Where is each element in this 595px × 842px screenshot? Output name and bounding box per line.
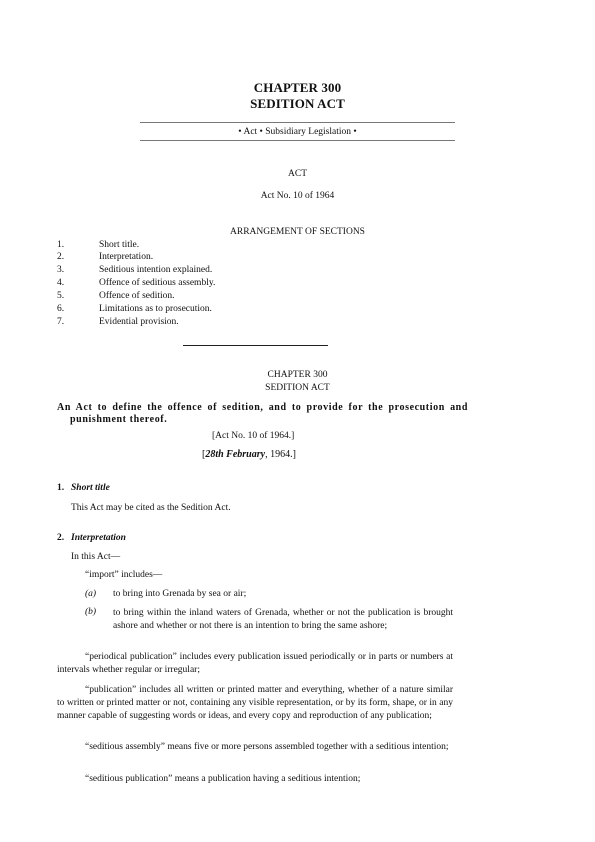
section-link[interactable]: Offence of sedition.: [99, 291, 175, 301]
import-a-text: to bring into Grenada by sea or air;: [113, 589, 247, 599]
body-act-title: SEDITION ACT: [265, 383, 330, 393]
section-1-text: This Act may be cited as the Sedition Act.: [71, 503, 231, 513]
act-title: SEDITION ACT: [250, 96, 345, 111]
import-b-label: (b): [85, 607, 97, 617]
section-number: 2.: [57, 252, 65, 262]
section-number: 5.: [57, 291, 65, 301]
divider: [183, 345, 328, 346]
section-link[interactable]: Evidential provision.: [99, 317, 179, 327]
definition-periodical: “periodical publication” includes every publication issued periodically or in parts or numbers at intervals whether regular or irregular;: [57, 652, 453, 675]
section-link[interactable]: Short title.: [99, 240, 140, 250]
definition-seditious-assembly: “seditious assembly” means five or more persons assembled together with a seditious intention;: [85, 742, 449, 752]
body-chapter-title: CHAPTER 300: [267, 370, 328, 380]
act-reference: [Act No. 10 of 1964.]: [212, 431, 295, 441]
definition-publication: “publication” includes all written or printed matter and everything, whether of a nature similar to written or printed matter or not, containing any visible representation, or by its form, shape, or in any manner capable of suggesting words or ideas, and every copy and reproduction of any publication;: [57, 685, 453, 721]
act-number: Act No. 10 of 1964: [260, 191, 335, 201]
definition-import: “import” includes—: [85, 570, 163, 580]
commencement-date: [28th February, 1964.]: [202, 449, 296, 460]
nav-links[interactable]: • Act • Subsidiary Legislation •: [238, 127, 357, 137]
section-number: 6.: [57, 304, 65, 314]
section-link[interactable]: Offence of seditious assembly.: [99, 278, 216, 288]
chapter-title: CHAPTER 300: [253, 80, 342, 95]
section-number: 3.: [57, 265, 65, 275]
section-2-intro: In this Act—: [71, 552, 121, 562]
section-link[interactable]: Seditious intention explained.: [99, 265, 213, 275]
section-link[interactable]: Interpretation.: [99, 252, 154, 262]
section-link[interactable]: Limitations as to prosecution.: [99, 304, 212, 314]
section-1-heading: Short title: [71, 483, 110, 493]
section-2-heading: Interpretation: [71, 533, 126, 543]
section-number: 7.: [57, 317, 65, 327]
section-number: 1.: [57, 240, 65, 250]
act-heading: ACT: [288, 169, 307, 179]
section-number: 4.: [57, 278, 65, 288]
long-title: An Act to define the offence of sedition, and to provide for the prosecution and punishment thereof.: [57, 402, 468, 425]
definition-seditious-publication: “seditious publication” means a publication having a seditious intention;: [85, 774, 361, 784]
divider: [140, 140, 455, 141]
section-2-number: 2.: [57, 533, 65, 543]
section-1-number: 1.: [57, 483, 65, 493]
import-a-label: (a): [85, 589, 97, 599]
arrangement-heading: ARRANGEMENT OF SECTIONS: [230, 227, 365, 237]
divider: [140, 122, 455, 123]
import-b-text: to bring within the inland waters of Grenada, whether or not the publication is brought ashore and whether or not there is an intention to bring the same ashore;: [113, 608, 453, 631]
